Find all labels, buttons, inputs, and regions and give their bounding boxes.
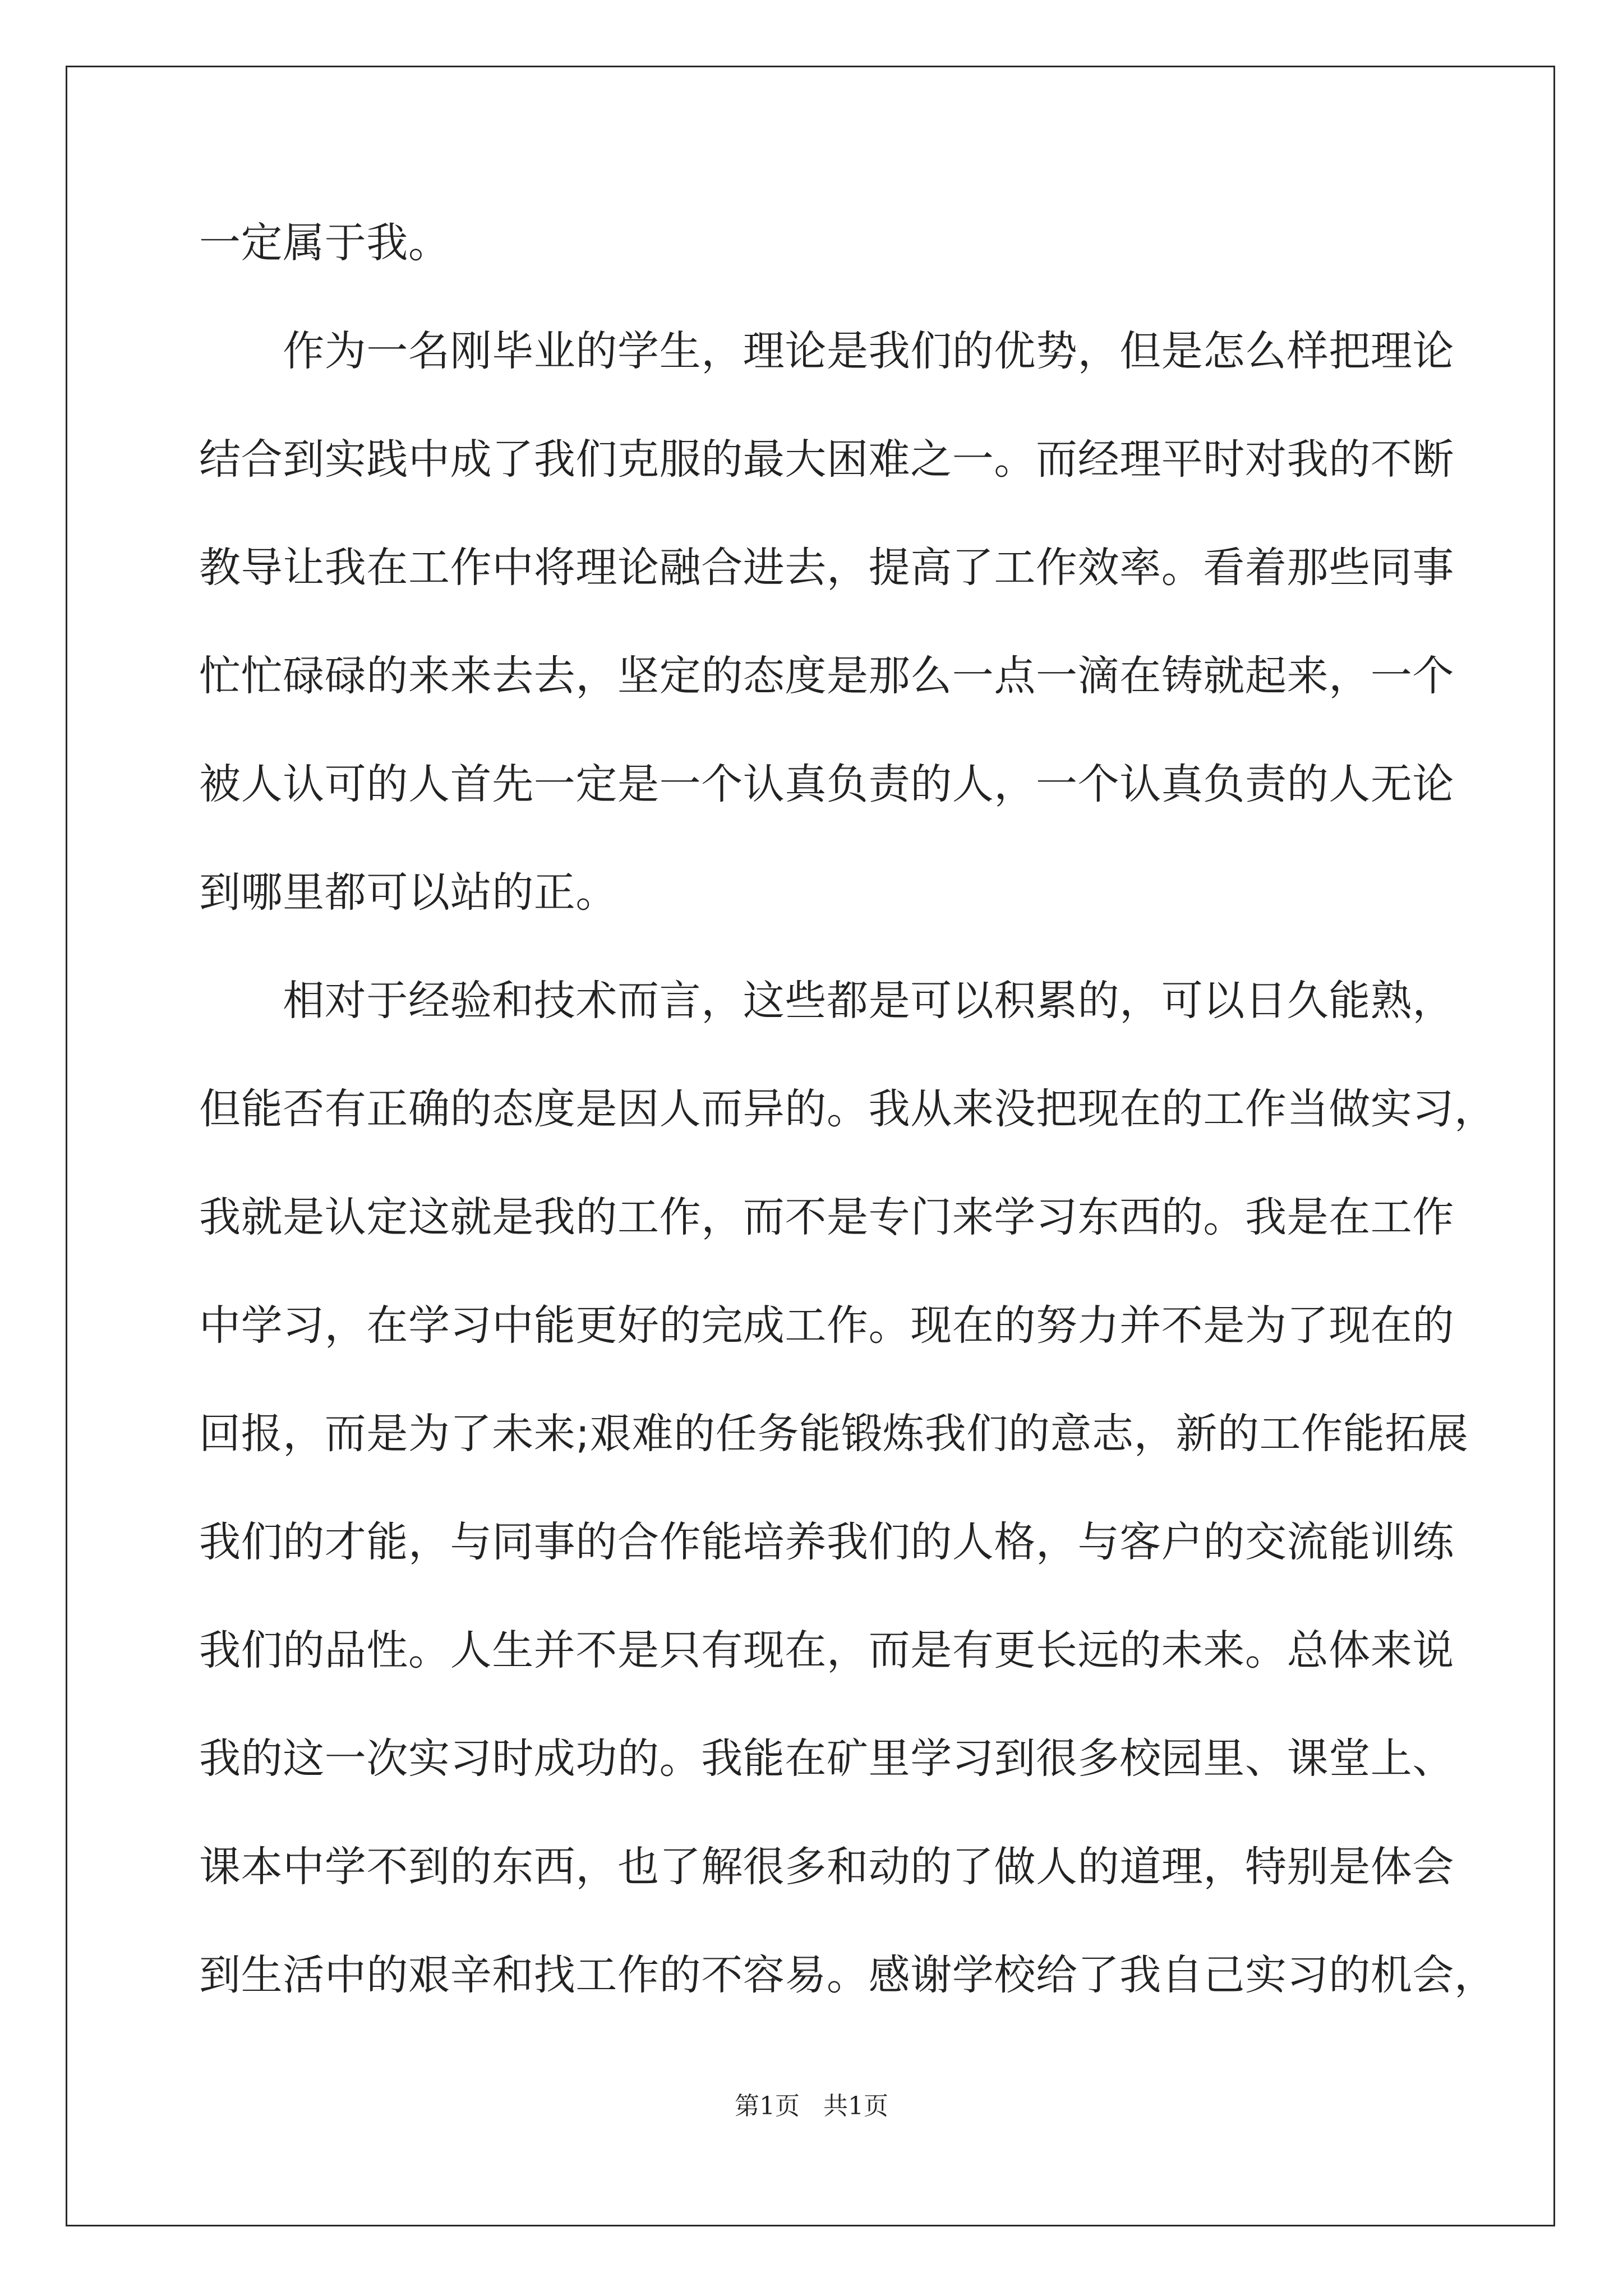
- text-line: 教导让我在工作中将理论融合进去，提高了工作效率。看着那些同事: [199, 544, 1454, 592]
- text-line: 我的这一次实习时成功的。我能在矿里学习到很多校园里、课堂上、: [199, 1734, 1454, 1783]
- text-line: 回报，而是为了未来;艰难的任务能锻炼我们的意志，新的工作能拓展: [199, 1410, 1469, 1458]
- text-line: 作为一名刚毕业的学生，理论是我们的优势，但是怎么样把理论: [199, 327, 1454, 375]
- text-line: 我们的才能，与同事的合作能培养我们的人格，与客户的交流能训练: [199, 1518, 1454, 1566]
- text-line: 相对于经验和技术而言，这些都是可以积累的，可以日久能熟，: [199, 977, 1454, 1025]
- text-line: 我就是认定这就是我的工作，而不是专门来学习东西的。我是在工作: [199, 1193, 1454, 1241]
- text-line: 被人认可的人首先一定是一个认真负责的人，一个认真负责的人无论: [199, 760, 1454, 808]
- text-line: 课本中学不到的东西，也了解很多和动的了做人的道理，特别是体会: [199, 1843, 1454, 1891]
- text-line: 到生活中的艰辛和找工作的不容易。感谢学校给了我自己实习的机会，: [199, 1951, 1496, 1999]
- page-border: [66, 66, 1555, 2226]
- text-line: 中学习，在学习中能更好的完成工作。现在的努力并不是为了现在的: [199, 1301, 1454, 1350]
- text-line: 结合到实践中成了我们克服的最大困难之一。而经理平时对我的不断: [199, 435, 1454, 484]
- text-line: 到哪里都可以站的正。: [199, 868, 617, 917]
- page-number-current: 第1页: [735, 2092, 800, 2120]
- text-line: 但能否有正确的态度是因人而异的。我从来没把现在的工作当做实习，: [199, 1085, 1496, 1133]
- page-footer: [0, 2090, 1623, 2123]
- page-number-total: 共1页: [823, 2092, 888, 2120]
- text-line: 我们的品性。人生并不是只有现在，而是有更长远的未来。总体来说: [199, 1626, 1454, 1674]
- text-line: 一定属于我。: [199, 219, 450, 267]
- text-line: 忙忙碌碌的来来去去，坚定的态度是那么一点一滴在铸就起来，一个: [199, 652, 1454, 700]
